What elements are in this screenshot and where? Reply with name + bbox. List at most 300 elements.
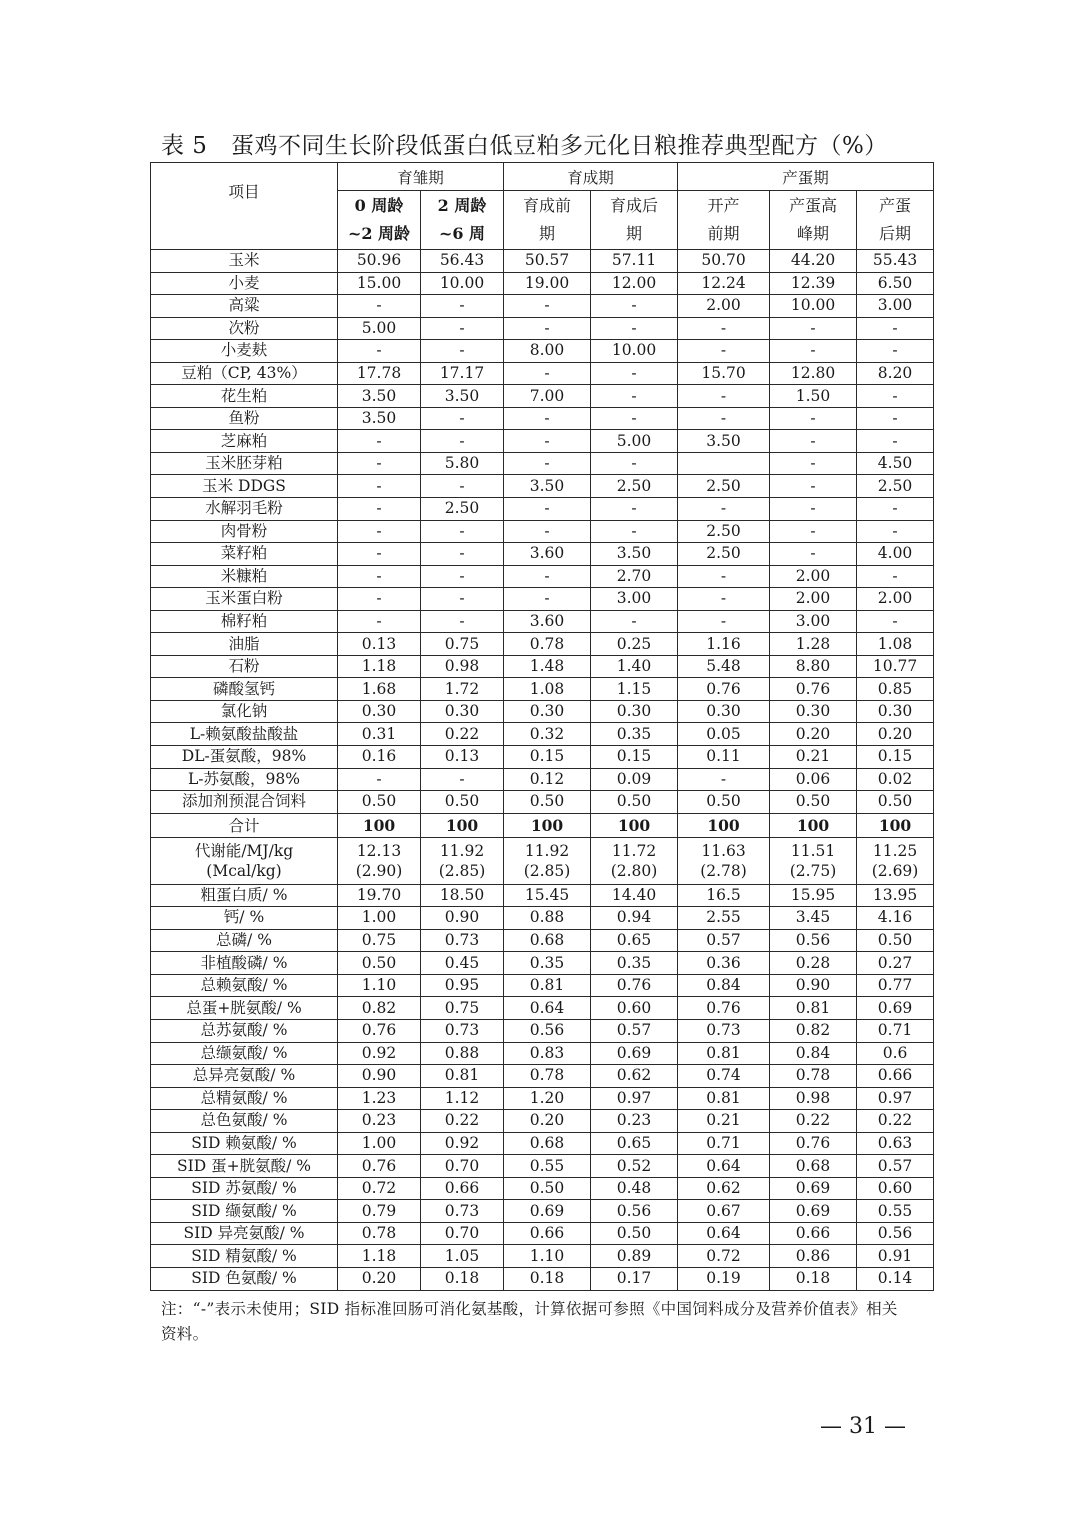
table-cell: 3.60: [504, 543, 591, 566]
table-cell: 0.60: [857, 1177, 934, 1200]
table-cell: 10.00: [770, 295, 857, 318]
energy-mcal: (2.80): [610, 861, 658, 880]
table-cell: 3.00: [770, 610, 857, 633]
table-cell: 0.75: [421, 633, 504, 656]
ingredient-row: [151, 678, 934, 701]
table-cell: 0.50: [857, 791, 934, 814]
table-cell: 4.16: [857, 907, 934, 930]
table-cell: 2.70: [591, 565, 678, 588]
table-cell: -: [591, 407, 678, 430]
table-cell: -: [678, 385, 770, 408]
table-cell: 100: [421, 813, 504, 837]
table-cell: 0.74: [678, 1065, 770, 1088]
row-label: 棉籽粕: [151, 610, 338, 633]
table-cell: 10.77: [857, 655, 934, 678]
table-cell: -: [770, 475, 857, 498]
table-cell: 2.00: [857, 588, 934, 611]
table-cell: 0.57: [678, 929, 770, 952]
ingredient-row: [151, 475, 934, 498]
table-cell: 0.78: [504, 1065, 591, 1088]
table-cell: 13.95: [857, 884, 934, 907]
ingredient-row: [151, 655, 934, 678]
table-cell: -: [338, 430, 421, 453]
table-cell: 0.70: [421, 1155, 504, 1178]
table-title: 表 5 蛋鸡不同生长阶段低蛋白低豆粕多元化日粮推荐典型配方（%）: [161, 133, 888, 159]
row-label: 添加剂预混合饲料: [151, 791, 338, 814]
table-cell: -: [338, 475, 421, 498]
energy-mcal: (2.69): [871, 861, 919, 880]
table-cell: 0.71: [678, 1132, 770, 1155]
table-cell: 100: [678, 813, 770, 837]
table-cell: 1.18: [338, 655, 421, 678]
ingredient-row: [151, 430, 934, 453]
table-cell: -: [857, 385, 934, 408]
stage-header: 开产 前期: [678, 191, 770, 250]
table-cell: 0.57: [857, 1155, 934, 1178]
table-cell: -: [338, 768, 421, 791]
row-label: 肉骨粉: [151, 520, 338, 543]
table-cell: 50.70: [678, 250, 770, 273]
table-cell: 0.68: [770, 1155, 857, 1178]
table-cell: [338, 837, 421, 884]
row-label: 鱼粉: [151, 407, 338, 430]
table-cell: 3.50: [338, 407, 421, 430]
energy-mj: 11.72: [611, 841, 657, 860]
table-cell: 2.50: [857, 475, 934, 498]
table-cell: 4.00: [857, 543, 934, 566]
table-cell: 0.84: [770, 1042, 857, 1065]
table-cell: -: [678, 565, 770, 588]
ingredient-row: [151, 385, 934, 408]
table-cell: -: [421, 565, 504, 588]
row-label: 总蛋+胱氨酸/ %: [151, 997, 338, 1020]
table-cell: 0.73: [421, 929, 504, 952]
table-cell: 0.27: [857, 952, 934, 975]
row-label-line: (Mcal/kg): [206, 861, 282, 880]
group-header-growing: 育成期: [504, 163, 678, 191]
table-cell: 0.76: [591, 974, 678, 997]
table-cell: 0.50: [504, 1177, 591, 1200]
table-cell: 0.20: [338, 1267, 421, 1290]
table-cell: 0.75: [338, 929, 421, 952]
row-label: 总色氨酸/ %: [151, 1110, 338, 1133]
table-cell: -: [591, 295, 678, 318]
table-cell: 0.89: [591, 1245, 678, 1268]
table-cell: -: [504, 520, 591, 543]
table-cell: 0.17: [591, 1267, 678, 1290]
nutrient-row: [151, 929, 934, 952]
table-cell: 3.00: [857, 295, 934, 318]
table-cell: 1.10: [504, 1245, 591, 1268]
table-cell: 0.50: [421, 791, 504, 814]
table-cell: 0.36: [678, 952, 770, 975]
row-label: 玉米 DDGS: [151, 475, 338, 498]
table-cell: 0.76: [770, 678, 857, 701]
table-cell: 3.50: [591, 543, 678, 566]
row-label: 总精氨酸/ %: [151, 1087, 338, 1110]
table-cell: -: [678, 317, 770, 340]
row-label: DL-蛋氨酸，98%: [151, 746, 338, 769]
nutrient-row: [151, 1065, 934, 1088]
row-label: 次粉: [151, 317, 338, 340]
table-cell: 0.71: [857, 1019, 934, 1042]
table-cell: 0.6: [857, 1042, 934, 1065]
ingredient-row: [151, 700, 934, 723]
table-cell: 0.98: [421, 655, 504, 678]
ingredient-row: [151, 295, 934, 318]
table-cell: 0.62: [678, 1177, 770, 1200]
table-cell: 0.16: [338, 746, 421, 769]
table-cell: 0.20: [770, 723, 857, 746]
table-cell: 0.81: [678, 1042, 770, 1065]
table-cell: 0.35: [591, 723, 678, 746]
page-number: — 31 —: [820, 1414, 906, 1439]
table-cell: 0.30: [770, 700, 857, 723]
table-cell: 7.00: [504, 385, 591, 408]
table-cell: 0.30: [421, 700, 504, 723]
table-cell: 1.28: [770, 633, 857, 656]
table-cell: -: [857, 498, 934, 521]
table-cell: 100: [857, 813, 934, 837]
table-cell: 0.76: [678, 997, 770, 1020]
table-cell: 0.66: [504, 1222, 591, 1245]
table-cell: -: [504, 452, 591, 475]
table-cell: [504, 837, 591, 884]
table-cell: 12.00: [591, 272, 678, 295]
nutrient-row: [151, 997, 934, 1020]
table-cell: 0.22: [857, 1110, 934, 1133]
nutrient-row: [151, 1245, 934, 1268]
table-cell: 1.50: [770, 385, 857, 408]
table-cell: 15.70: [678, 362, 770, 385]
table-cell: -: [770, 520, 857, 543]
table-cell: 0.15: [504, 746, 591, 769]
table-cell: 0.72: [678, 1245, 770, 1268]
table-cell: -: [504, 295, 591, 318]
table-cell: 0.76: [678, 678, 770, 701]
table-cell: -: [770, 543, 857, 566]
header-group-row: [151, 163, 934, 191]
table-cell: 56.43: [421, 250, 504, 273]
table-cell: -: [770, 317, 857, 340]
table-cell: -: [770, 452, 857, 475]
table-cell: -: [591, 520, 678, 543]
nutrient-row: [151, 1267, 934, 1290]
table-cell: 1.10: [338, 974, 421, 997]
row-label: 花生粕: [151, 385, 338, 408]
table-cell: 0.50: [338, 952, 421, 975]
table-cell: 0.12: [504, 768, 591, 791]
table-cell: 1.48: [504, 655, 591, 678]
row-label: 总赖氨酸/ %: [151, 974, 338, 997]
table-cell: 0.69: [857, 997, 934, 1020]
table-cell: 50.57: [504, 250, 591, 273]
row-label: 油脂: [151, 633, 338, 656]
group-header-laying: 产蛋期: [678, 163, 934, 191]
table-cell: 0.69: [591, 1042, 678, 1065]
table-cell: -: [678, 588, 770, 611]
table-cell: 0.77: [857, 974, 934, 997]
table-cell: 0.30: [678, 700, 770, 723]
row-label: SID 蛋+胱氨酸/ %: [151, 1155, 338, 1178]
table-cell: 0.06: [770, 768, 857, 791]
table-cell: 1.20: [504, 1087, 591, 1110]
table-cell: 0.68: [504, 929, 591, 952]
table-cell: [857, 837, 934, 884]
table-cell: 0.78: [338, 1222, 421, 1245]
table-cell: -: [678, 498, 770, 521]
table-cell: 0.19: [678, 1267, 770, 1290]
table-cell: 3.60: [504, 610, 591, 633]
table-cell: -: [421, 588, 504, 611]
table-cell: 0.69: [770, 1200, 857, 1223]
table-cell: -: [857, 407, 934, 430]
energy-mcal: (2.78): [700, 861, 747, 880]
table-cell: -: [591, 498, 678, 521]
table-cell: 15.45: [504, 884, 591, 907]
table-cell: [678, 837, 770, 884]
energy-row: [151, 837, 934, 884]
energy-mj: 12.13: [356, 841, 402, 860]
table-cell: -: [421, 430, 504, 453]
table-cell: 0.55: [504, 1155, 591, 1178]
table-cell: 1.18: [338, 1245, 421, 1268]
row-label: 总异亮氨酸/ %: [151, 1065, 338, 1088]
table-cell: 3.50: [421, 385, 504, 408]
table-cell: 17.17: [421, 362, 504, 385]
row-label: 玉米蛋白粉: [151, 588, 338, 611]
table-cell: 0.55: [857, 1200, 934, 1223]
table-cell: -: [338, 565, 421, 588]
table-cell: 0.73: [678, 1019, 770, 1042]
table-cell: 2.50: [678, 543, 770, 566]
table-cell: -: [857, 565, 934, 588]
table-cell: 3.00: [591, 588, 678, 611]
nutrient-row: [151, 884, 934, 907]
stage-header: 产蛋高 峰期: [770, 191, 857, 250]
table-cell: 0.76: [338, 1019, 421, 1042]
nutrient-row: [151, 1177, 934, 1200]
table-cell: -: [504, 498, 591, 521]
table-cell: 1.72: [421, 678, 504, 701]
table-cell: [591, 837, 678, 884]
table-cell: 1.23: [338, 1087, 421, 1110]
row-label: 菜籽粕: [151, 543, 338, 566]
table-cell: 0.13: [338, 633, 421, 656]
table-note: 注：“-”表示未使用；SID 指标准回肠可消化氨基酸，计算依据可参照《中国饲料成分及营养价值表》相关资料。: [161, 1300, 898, 1343]
ingredient-row: [151, 272, 934, 295]
table-cell: 0.18: [770, 1267, 857, 1290]
ingredient-row: [151, 610, 934, 633]
table-cell: -: [770, 340, 857, 363]
table-cell: 10.00: [421, 272, 504, 295]
table-cell: 0.30: [504, 700, 591, 723]
table-cell: -: [591, 610, 678, 633]
table-cell: 0.92: [421, 1132, 504, 1155]
table-cell: -: [421, 768, 504, 791]
table-cell: 0.85: [857, 678, 934, 701]
table-cell: 100: [591, 813, 678, 837]
row-label: SID 色氨酸/ %: [151, 1267, 338, 1290]
group-header-brooding: 育雏期: [338, 163, 504, 191]
row-label: SID 缬氨酸/ %: [151, 1200, 338, 1223]
table-cell: -: [857, 610, 934, 633]
table-cell: 3.50: [338, 385, 421, 408]
table-cell: -: [421, 340, 504, 363]
table-cell: -: [857, 317, 934, 340]
row-label: SID 赖氨酸/ %: [151, 1132, 338, 1155]
nutrient-row: [151, 1155, 934, 1178]
table-cell: 16.5: [678, 884, 770, 907]
nutrient-row: [151, 1110, 934, 1133]
table-cell: -: [338, 295, 421, 318]
table-cell: 0.50: [591, 791, 678, 814]
table-cell: -: [338, 543, 421, 566]
table-cell: 100: [338, 813, 421, 837]
row-label: 总苏氨酸/ %: [151, 1019, 338, 1042]
table-cell: -: [678, 340, 770, 363]
table-cell: 0.79: [338, 1200, 421, 1223]
table-cell: 2.00: [770, 565, 857, 588]
table-cell: -: [421, 295, 504, 318]
table-cell: -: [504, 588, 591, 611]
ingredient-row: [151, 520, 934, 543]
table-cell: 0.66: [857, 1065, 934, 1088]
row-label: 小麦麸: [151, 340, 338, 363]
table-cell: 0.97: [591, 1087, 678, 1110]
table-cell: -: [678, 610, 770, 633]
table-cell: 0.82: [770, 1019, 857, 1042]
table-cell: 0.30: [591, 700, 678, 723]
table-cell: 5.80: [421, 452, 504, 475]
table-cell: -: [338, 520, 421, 543]
table-cell: 0.56: [504, 1019, 591, 1042]
table-cell: 50.96: [338, 250, 421, 273]
row-label: SID 异亮氨酸/ %: [151, 1222, 338, 1245]
table-cell: 8.00: [504, 340, 591, 363]
table-cell: -: [421, 475, 504, 498]
row-label: SID 苏氨酸/ %: [151, 1177, 338, 1200]
row-label: 芝麻粕: [151, 430, 338, 453]
table-cell: 12.39: [770, 272, 857, 295]
table-cell: -: [338, 610, 421, 633]
table-cell: -: [421, 543, 504, 566]
table-cell: 0.02: [857, 768, 934, 791]
table-cell: 0.82: [338, 997, 421, 1020]
table-cell: 0.88: [504, 907, 591, 930]
table-cell: 0.18: [421, 1267, 504, 1290]
table-cell: 0.56: [591, 1200, 678, 1223]
ingredient-row: [151, 452, 934, 475]
table-cell: -: [770, 430, 857, 453]
table-cell: 0.15: [857, 746, 934, 769]
table-cell: 0.28: [770, 952, 857, 975]
nutrient-row: [151, 1222, 934, 1245]
table-cell: -: [857, 430, 934, 453]
table-cell: -: [338, 588, 421, 611]
table-cell: 0.50: [504, 791, 591, 814]
table-cell: -: [421, 317, 504, 340]
table-cell: 0.81: [678, 1087, 770, 1110]
table-cell: 1.68: [338, 678, 421, 701]
table-cell: 1.08: [504, 678, 591, 701]
ingredient-row: [151, 565, 934, 588]
table-cell: 0.23: [338, 1110, 421, 1133]
table-cell: -: [678, 407, 770, 430]
table-cell: 100: [770, 813, 857, 837]
table-cell: 5.48: [678, 655, 770, 678]
table-cell: 0.14: [857, 1267, 934, 1290]
stage-header: 育成后 期: [591, 191, 678, 250]
table-cell: 0.86: [770, 1245, 857, 1268]
stage-header: 0 周龄 ~2 周龄: [338, 191, 421, 250]
table-cell: [770, 837, 857, 884]
table-cell: 8.20: [857, 362, 934, 385]
table-cell: -: [338, 498, 421, 521]
table-cell: 57.11: [591, 250, 678, 273]
table-cell: 1.08: [857, 633, 934, 656]
table-cell: 3.50: [678, 430, 770, 453]
nutrient-row: [151, 1019, 934, 1042]
table-cell: 0.92: [338, 1042, 421, 1065]
table-cell: 0.62: [591, 1065, 678, 1088]
table-cell: -: [591, 385, 678, 408]
table-cell: 0.21: [678, 1110, 770, 1133]
row-label: 米糠粕: [151, 565, 338, 588]
ingredient-row: [151, 317, 934, 340]
nutrient-row: [151, 1087, 934, 1110]
ingredient-row: [151, 340, 934, 363]
table-cell: 0.72: [338, 1177, 421, 1200]
ingredient-row: [151, 543, 934, 566]
table-cell: 0.81: [770, 997, 857, 1020]
table-cell: 18.50: [421, 884, 504, 907]
ingredient-row: [151, 746, 934, 769]
table-cell: -: [421, 520, 504, 543]
table-cell: 0.21: [770, 746, 857, 769]
table-cell: -: [591, 362, 678, 385]
table-cell: -: [504, 362, 591, 385]
table-cell: 0.56: [770, 929, 857, 952]
table-cell: 19.70: [338, 884, 421, 907]
row-label: 豆粕（CP, 43%）: [151, 362, 338, 385]
table-cell: 0.35: [504, 952, 591, 975]
table-cell: 2.00: [678, 295, 770, 318]
table-cell: 0.73: [421, 1200, 504, 1223]
row-label: 总缬氨酸/ %: [151, 1042, 338, 1065]
table-cell: 0.13: [421, 746, 504, 769]
table-cell: 0.94: [591, 907, 678, 930]
table-cell: 0.90: [338, 1065, 421, 1088]
table-cell: 10.00: [591, 340, 678, 363]
table-cell: 19.00: [504, 272, 591, 295]
table-cell: 1.00: [338, 1132, 421, 1155]
table-cell: 2.00: [770, 588, 857, 611]
table-cell: 44.20: [770, 250, 857, 273]
stage-header: 产蛋 后期: [857, 191, 934, 250]
table-cell: 2.50: [678, 520, 770, 543]
table-cell: 0.63: [857, 1132, 934, 1155]
table-cell: 12.24: [678, 272, 770, 295]
table-cell: 0.81: [421, 1065, 504, 1088]
table-cell: 0.67: [678, 1200, 770, 1223]
row-label: 玉米胚芽粕: [151, 452, 338, 475]
table-cell: 0.64: [678, 1155, 770, 1178]
table-cell: -: [504, 430, 591, 453]
table-cell: 0.23: [591, 1110, 678, 1133]
table-cell: -: [338, 340, 421, 363]
energy-mcal: (2.90): [355, 861, 403, 880]
